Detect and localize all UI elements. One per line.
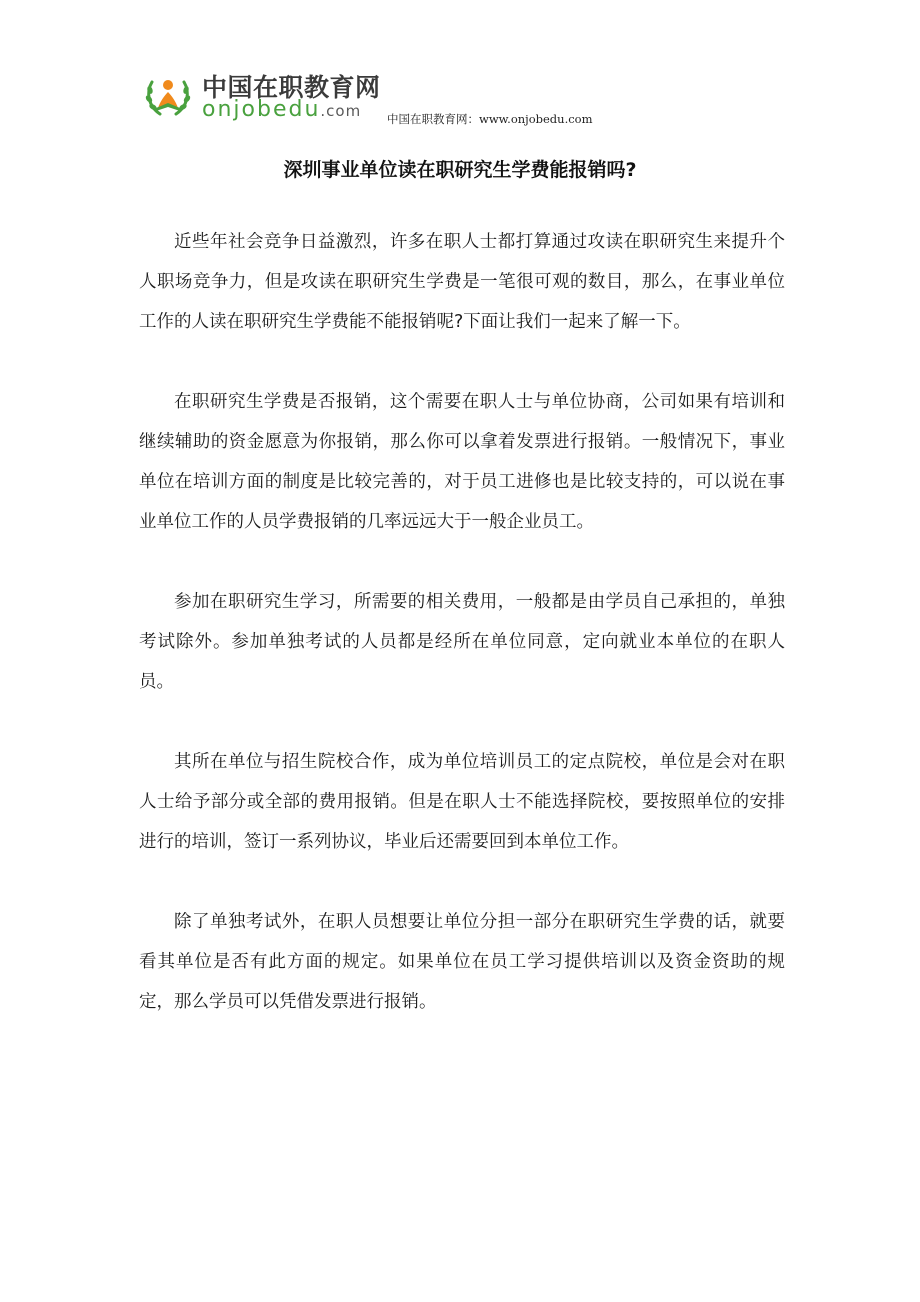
logo-english-word: onjobedu (202, 97, 321, 122)
article-paragraph: 在职研究生学费是否报销，这个需要在职人士与单位协商，公司如果有培训和继续辅助的资金愿意为你报销，那么你可以拿着发票进行报销。一般情况下，事业单位在培训方面的制度是比较完善的，对于员工进修也是比较支持的，可以说在事业单位工作的人员学费报销的几率远远大于一般企业员工。 (139, 392, 785, 532)
article-body (139, 222, 785, 1062)
logo-domain-suffix: .com (320, 102, 362, 120)
article-paragraph: 近些年社会竞争日益激烈，许多在职人士都打算通过攻读在职研究生来提升个人职场竞争力，但是攻读在职研究生学费是一笔很可观的数目，那么，在事业单位工作的人读在职研究生学费能不能报销呢?下面让我们一起来了解一下。 (139, 232, 785, 332)
article-paragraph: 除了单独考试外，在职人员想要让单位分担一部分在职研究生学费的话，就要看其单位是否有此方面的规定。如果单位在员工学习提供培训以及资金资助的规定，那么学员可以凭借发票进行报销。 (139, 912, 785, 1012)
reading-person-laurel-icon (144, 72, 192, 120)
article-paragraph: 其所在单位与招生院校合作，成为单位培训员工的定点院校，单位是会对在职人士给予部分或全部的费用报销。但是在职人士不能选择院校，要按照单位的安排进行的培训，签订一系列协议，毕业后还需要回到本单位工作。 (139, 752, 785, 852)
document-header (144, 66, 624, 130)
article-title: 深圳事业单位读在职研究生学费能报销吗? (283, 159, 637, 181)
site-caption: 中国在职教育网：www.onjobedu.com (387, 112, 593, 126)
article-paragraph: 参加在职研究生学习，所需要的相关费用，一般都是由学员自己承担的，单独考试除外。参加单独考试的人员都是经所在单位同意，定向就业本单位的在职人员。 (139, 592, 785, 692)
logo-chinese-name: 中国在职教育网 (202, 73, 381, 102)
logo-english-name (202, 97, 361, 122)
